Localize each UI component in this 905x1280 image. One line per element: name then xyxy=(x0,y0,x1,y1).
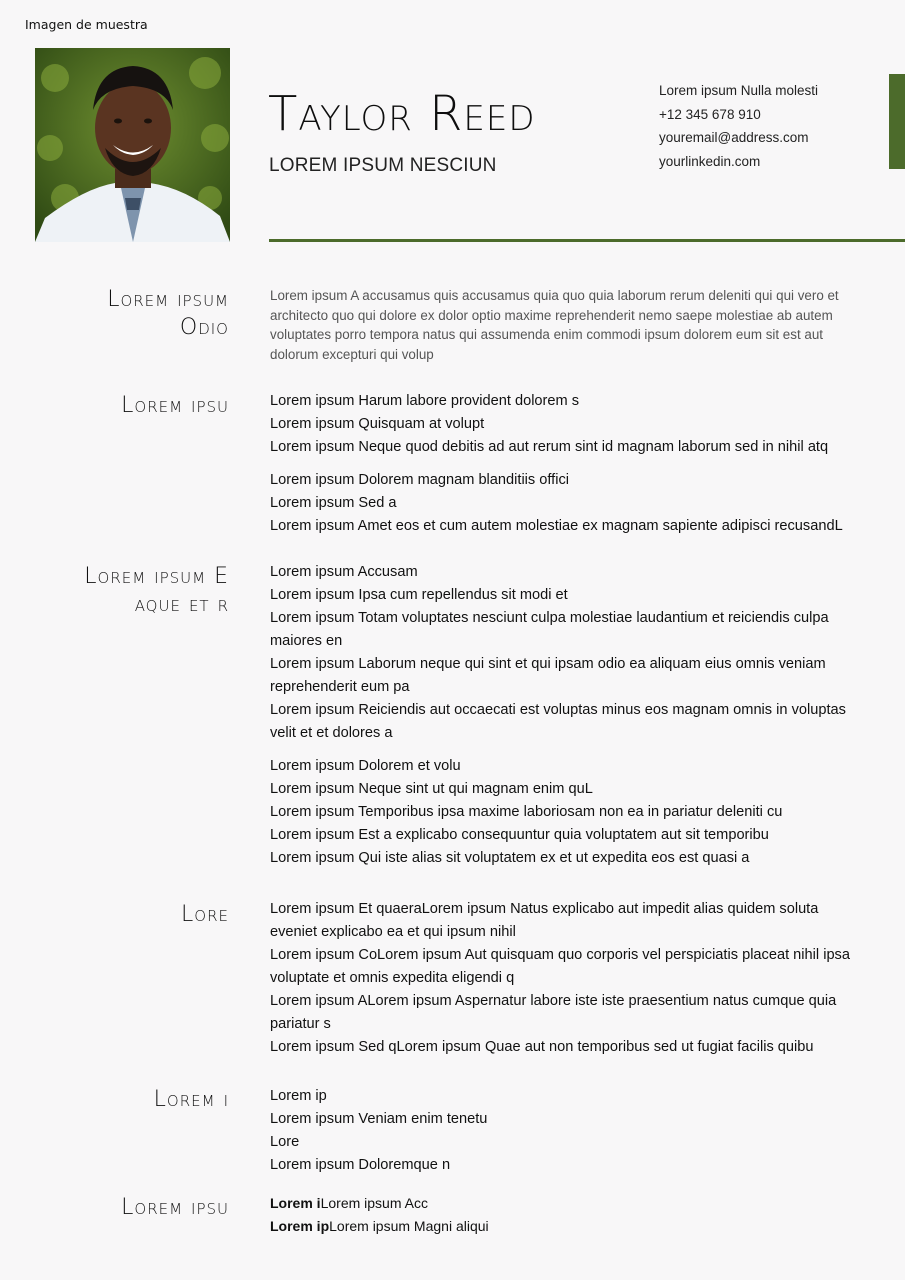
list-item: Lorem ipLorem ipsum Magni aliqui xyxy=(270,1218,489,1234)
entry-group xyxy=(270,469,860,538)
list-item: Lorem ipsum ALorem ipsum Aspernatur labore iste iste praesentium natus cumque quia pariatur s xyxy=(270,993,837,1032)
entry-group xyxy=(270,755,860,870)
entry-group xyxy=(270,1085,860,1177)
section-title: Lorem i xyxy=(153,1087,229,1112)
header-divider xyxy=(269,239,905,242)
list-item: Lorem ipsum Harum labore provident dolorem s xyxy=(270,393,580,409)
list-item: Lorem ipsum Quisquam at volupt xyxy=(270,416,485,432)
list-item: Lorem ipsum Amet eos et cum autem molestiae ex magnam sapiente adipisci recusandL xyxy=(270,518,843,534)
section-title: Lorem ipsu xyxy=(121,393,229,418)
section-title: Lorem ipsum E aque et r xyxy=(84,564,229,617)
contact-email[interactable]: youremail@address.com xyxy=(659,130,809,145)
list-item: Lorem ipsum Sed qLorem ipsum Quae aut non temporibus sed ut fugiat facilis quibu xyxy=(270,1039,814,1055)
list-item: Lore xyxy=(270,1134,300,1150)
section-title: Lore xyxy=(181,902,229,927)
list-item: Lorem ipsum Sed a xyxy=(270,495,397,511)
sample-image-label: Imagen de muestra xyxy=(25,17,148,32)
list-item: Lorem ipsum Ipsa cum repellendus sit modi et xyxy=(270,587,568,603)
section-title: Lorem ipsum Odio xyxy=(107,287,229,340)
entry-group xyxy=(270,898,860,1059)
contact-phone: +12 345 678 910 xyxy=(659,106,761,122)
summary-text: Lorem ipsum A accusamus quis accusamus quia quo quia laborum rerum deleniti qui qui vero et architecto quo qui dolore ex dolor optio maxime reprehenderit nemo saepe molestiae ab autem voluptates porro tempora natus qui assumenda enim commodi ipsum dolorem eum sit est aut dolorum excepturi qui volup xyxy=(270,288,839,363)
list-item: Lorem ipsum Accusam xyxy=(270,564,418,580)
list-item: Lorem ipsum CoLorem ipsum Aut quisquam quo corporis vel perspiciatis placeat nihil ipsa voluptate et omnis expedita eligendi q xyxy=(270,947,850,986)
list-item: Lorem iLorem ipsum Acc xyxy=(270,1195,428,1211)
contact-address: Lorem ipsum Nulla molesti xyxy=(659,83,819,98)
contact-linkedin[interactable]: yourlinkedin.com xyxy=(659,153,761,169)
list-item: Lorem ipsum Neque sint ut qui magnam enim quL xyxy=(270,781,593,797)
entry-group xyxy=(270,561,860,745)
list-item: Lorem ipsum Est a explicabo consequuntur quia voluptatem aut sit temporibu xyxy=(270,827,769,843)
list-item: Lorem ipsum Laborum neque qui sint et qui ipsam odio ea aliquam eius omnis veniam reprehenderit eum pa xyxy=(270,656,826,695)
list-item: Lorem ipsum Dolorem et volu xyxy=(270,758,461,774)
profile-photo xyxy=(35,48,230,242)
list-item: Lorem ipsum Doloremque n xyxy=(270,1157,451,1173)
list-item: Lorem ipsum Et quaeraLorem ipsum Natus explicabo aut impedit alias quidem soluta eveniet explicabo ea et qui ipsum nihil xyxy=(270,901,819,940)
list-item: Lorem ipsum Veniam enim tenetu xyxy=(270,1111,488,1127)
list-item: Lorem ipsum Temporibus ipsa maxime laboriosam non ea in pariatur deleniti cu xyxy=(270,804,783,820)
section-title: Lorem ipsu xyxy=(121,1195,229,1220)
person-photo-icon xyxy=(35,48,230,242)
contact-block xyxy=(659,79,818,173)
list-item: Lorem ipsum Qui iste alias sit voluptatem ex et ut expedita eos est quasi a xyxy=(270,850,750,866)
list-item: Lorem ipsum Neque quod debitis ad aut rerum sint id magnam laborum sed in nihil atq xyxy=(270,439,829,455)
entry-group xyxy=(270,390,860,459)
list-item: Lorem ipsum Totam voluptates nesciunt culpa molestiae laudantium et reiciendis culpa maiores en xyxy=(270,610,829,649)
list-item: Lorem ipsum Dolorem magnam blanditiis offici xyxy=(270,472,570,488)
candidate-name: Taylor Reed xyxy=(268,86,536,142)
list-item: Lorem ip xyxy=(270,1088,327,1104)
accent-bar xyxy=(889,74,905,169)
list-item: Lorem ipsum Reiciendis aut occaecati est voluptas minus eos magnam omnis in voluptas velit et et dolores a xyxy=(270,702,846,741)
job-title: LOREM IPSUM NESCIUN xyxy=(269,155,497,176)
